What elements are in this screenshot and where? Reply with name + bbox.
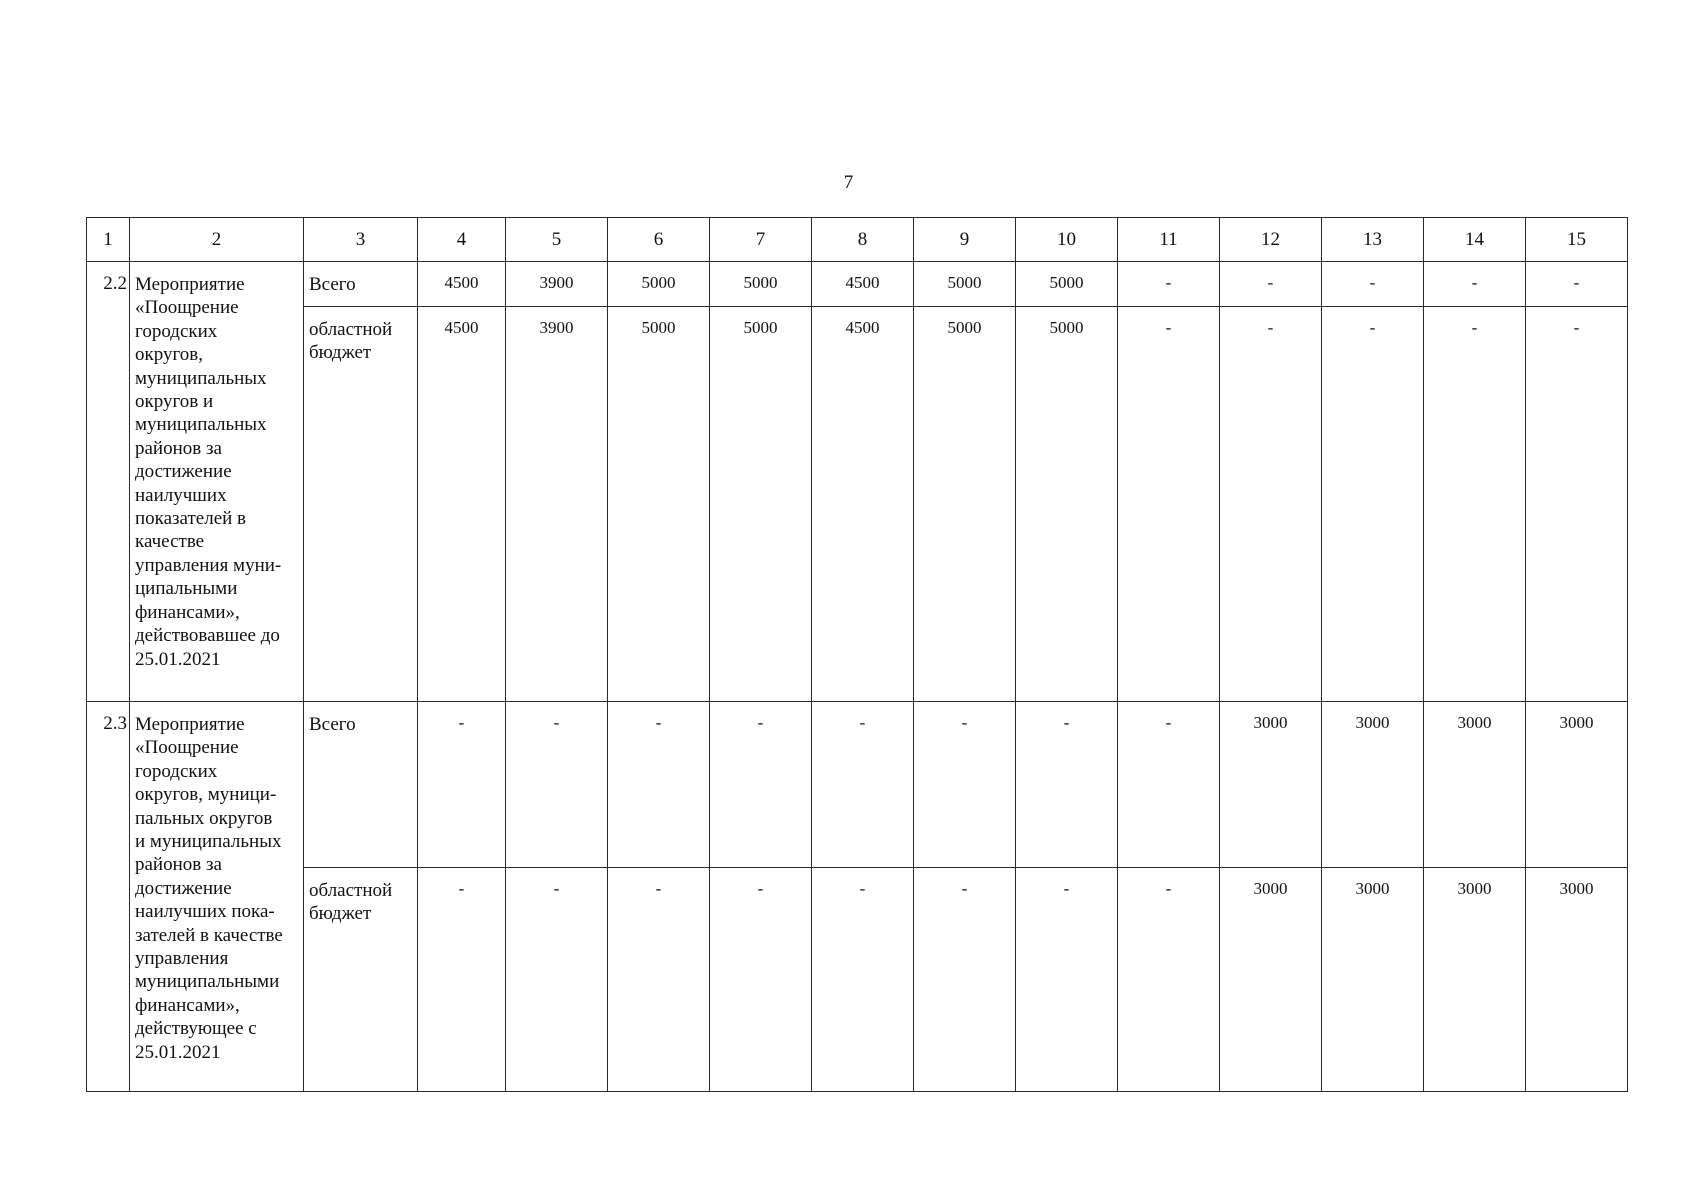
activity-name-line: действовавшее до [135, 625, 280, 647]
value-cell: 5000 [710, 307, 812, 702]
activity-name-line: показателей в [135, 508, 247, 530]
value-cell: - [1118, 262, 1220, 307]
activity-name-line: муниципальными [135, 971, 280, 993]
value-cell: 3900 [506, 262, 608, 307]
value-cell: - [1220, 262, 1322, 307]
activity-name-line: достижение [135, 461, 232, 483]
header-cell: 12 [1220, 218, 1322, 262]
activity-name-line: округов, муници- [135, 784, 277, 806]
value-cell: - [1118, 702, 1220, 868]
value-cell: - [1322, 262, 1424, 307]
header-cell: 14 [1424, 218, 1526, 262]
funding-source [304, 307, 418, 702]
activity-name-line: действующее с [135, 1018, 257, 1040]
value-cell: - [710, 868, 812, 1092]
funding-source-line: Всего [309, 274, 356, 295]
value-cell: - [1118, 868, 1220, 1092]
value-cell: 3900 [506, 307, 608, 702]
value-cell: - [710, 702, 812, 868]
activity-name-line: ципальными [135, 578, 238, 600]
value-cell: 5000 [710, 262, 812, 307]
activity-name-line: наилучших пока- [135, 901, 275, 923]
value-cell: - [608, 702, 710, 868]
value-cell: - [1016, 702, 1118, 868]
value-cell: - [1220, 307, 1322, 702]
row-index: 2.2 [87, 262, 130, 702]
value-cell: - [1322, 307, 1424, 702]
activity-name-line: достижение [135, 877, 232, 899]
header-cell: 8 [812, 218, 914, 262]
activity-name-line: Мероприятие [135, 274, 245, 295]
value-cell: 3000 [1526, 868, 1628, 1092]
activity-name-line: округов и [135, 391, 214, 413]
header-row [87, 218, 1628, 262]
value-cell: 3000 [1322, 868, 1424, 1092]
header-cell: 7 [710, 218, 812, 262]
header-cell: 5 [506, 218, 608, 262]
value-cell: 5000 [914, 307, 1016, 702]
header-cell: 11 [1118, 218, 1220, 262]
activity-name-line: наилучших [135, 484, 227, 506]
value-cell: 4500 [418, 262, 506, 307]
funding-source [304, 868, 418, 1092]
value-cell: - [418, 702, 506, 868]
value-cell: 3000 [1526, 702, 1628, 868]
activity-name [130, 262, 304, 702]
value-cell: - [1118, 307, 1220, 702]
table-row [87, 262, 1628, 307]
header-cell: 3 [304, 218, 418, 262]
value-cell: - [1526, 307, 1628, 702]
header-cell: 9 [914, 218, 1016, 262]
activity-name-line: качестве [135, 531, 205, 553]
funding-source [304, 702, 418, 868]
activity-name-line: муниципальных [135, 367, 267, 389]
header-cell: 4 [418, 218, 506, 262]
value-cell: 5000 [608, 262, 710, 307]
value-cell: 3000 [1220, 868, 1322, 1092]
activity-name-line: и муниципальных [135, 831, 282, 853]
activity-name-line: «Поощрение [135, 737, 239, 759]
funding-table [86, 217, 1628, 1092]
value-cell: 3000 [1322, 702, 1424, 868]
value-cell: - [418, 868, 506, 1092]
value-cell: 3000 [1424, 868, 1526, 1092]
activity-name-line: муниципальных [135, 414, 267, 436]
activity-name-line: 25.01.2021 [135, 648, 221, 670]
funding-source-line: областной [309, 319, 393, 340]
value-cell: - [506, 868, 608, 1092]
table-row [87, 868, 1628, 1092]
activity-name [130, 702, 304, 1092]
header-cell: 1 [87, 218, 130, 262]
activity-name-line: «Поощрение [135, 297, 239, 319]
activity-name-line: районов за [135, 437, 222, 459]
value-cell: - [608, 868, 710, 1092]
value-cell: 4500 [812, 262, 914, 307]
value-cell: 3000 [1424, 702, 1526, 868]
header-cell: 2 [130, 218, 304, 262]
activity-name-line: округов, [135, 344, 204, 366]
value-cell: - [506, 702, 608, 868]
activity-name-line: финансами», [135, 601, 240, 623]
header-cell: 15 [1526, 218, 1628, 262]
page-number: 7 [843, 172, 854, 193]
activity-name-line: Мероприятие [135, 714, 245, 735]
value-cell: - [1424, 262, 1526, 307]
funding-source-line: областной [309, 880, 393, 901]
value-cell: - [1424, 307, 1526, 702]
row-index: 2.3 [87, 702, 130, 1092]
activity-name-line: управления [135, 948, 229, 970]
value-cell: 5000 [1016, 262, 1118, 307]
value-cell: 5000 [1016, 307, 1118, 702]
funding-source [304, 262, 418, 307]
value-cell: - [1526, 262, 1628, 307]
value-cell: 4500 [418, 307, 506, 702]
funding-source-line: бюджет [309, 342, 372, 364]
activity-name-line: городских [135, 320, 218, 342]
header-cell: 13 [1322, 218, 1424, 262]
funding-source-line: бюджет [309, 903, 372, 925]
value-cell: - [914, 702, 1016, 868]
activity-name-line: районов за [135, 854, 222, 876]
header-cell: 6 [608, 218, 710, 262]
value-cell: - [812, 868, 914, 1092]
value-cell: - [812, 702, 914, 868]
value-cell: - [914, 868, 1016, 1092]
funding-source-line: Всего [309, 714, 356, 735]
value-cell: 3000 [1220, 702, 1322, 868]
table-row [87, 702, 1628, 868]
activity-name-line: пальных округов [135, 807, 273, 829]
value-cell: 5000 [608, 307, 710, 702]
header-cell: 10 [1016, 218, 1118, 262]
activity-name-line: городских [135, 760, 218, 782]
activity-name-line: управления муни- [135, 554, 282, 576]
value-cell: 5000 [914, 262, 1016, 307]
value-cell: - [1016, 868, 1118, 1092]
activity-name-line: финансами», [135, 994, 240, 1016]
table-row [87, 307, 1628, 702]
activity-name-line: зателей в качестве [135, 924, 283, 946]
activity-name-line: 25.01.2021 [135, 1041, 221, 1063]
value-cell: 4500 [812, 307, 914, 702]
